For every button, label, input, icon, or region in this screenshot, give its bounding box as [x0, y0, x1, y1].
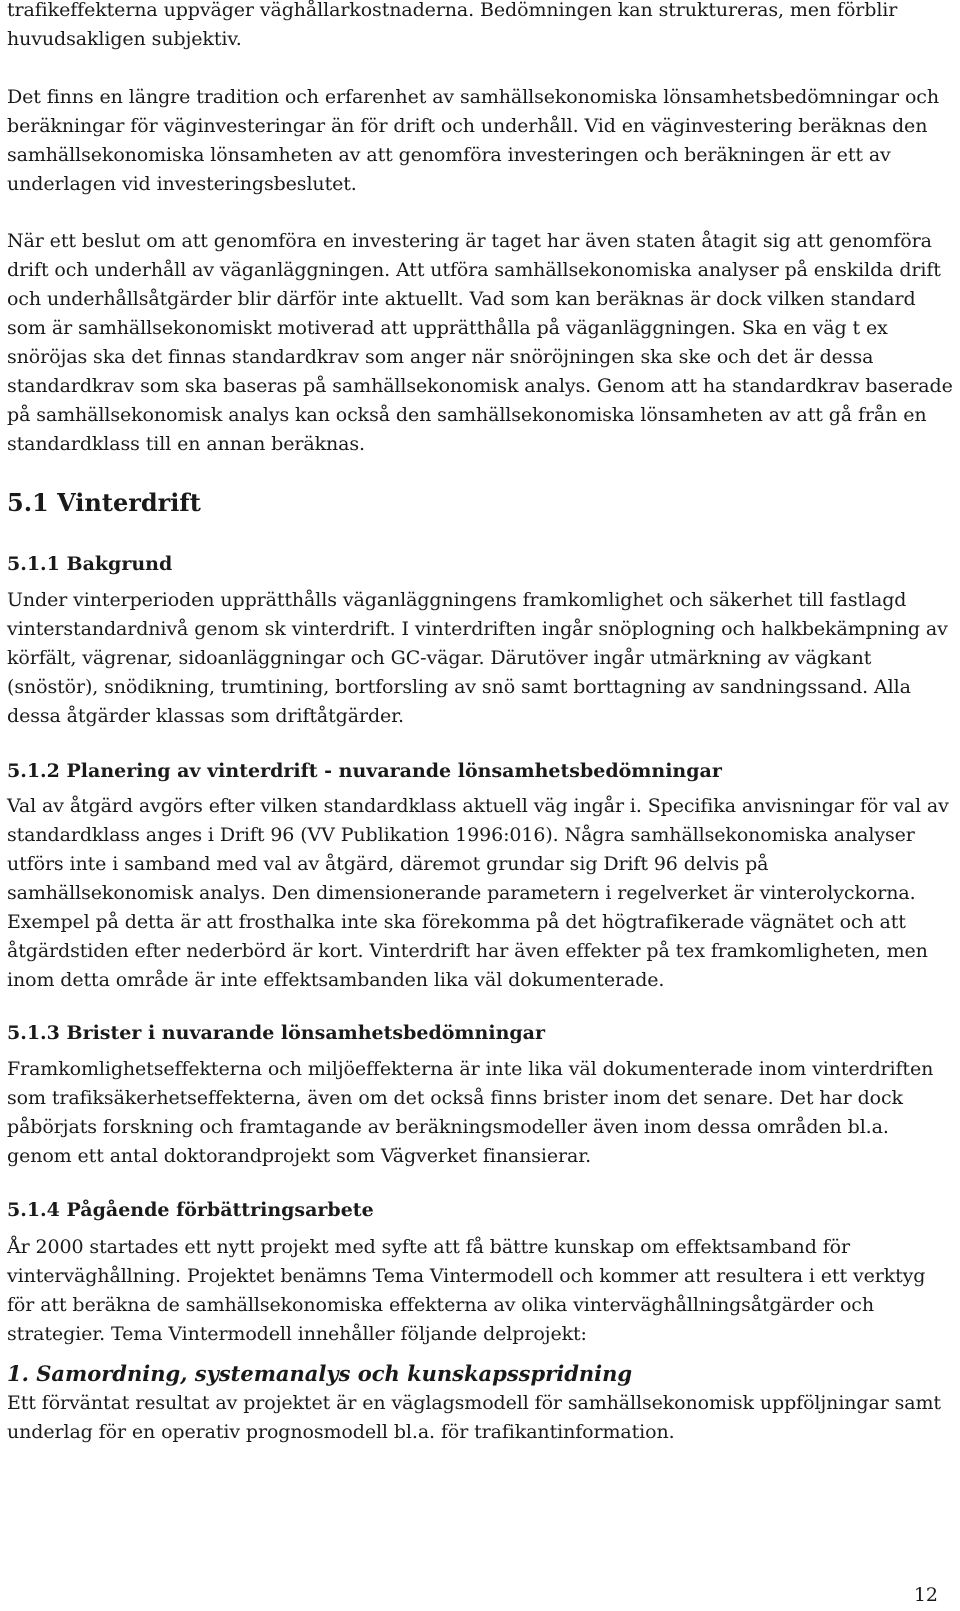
paragraph-samordning: Ett förväntat resultat av projektet är en väglagsmodell för samhällsekonomisk uppföljningar samt underlag för en operativ prognosmodell bl.a. för trafikantinformation. — [7, 1392, 941, 1443]
paragraph-bakgrund: Under vinterperioden upprätthålls väganläggningens framkomlighet och säkerhet till fastlagd vinterstandardnivå genom sk vinterdrift. I vinterdriften ingår snöplogning och halkbekämpning av körfält, vägrenar, sidoanläggningar och GC-vägar. Därutöver ingår utmärkning av vägkant (snöstör), snödikning, trumtining, bortforsling av snö samt borttagning av sandningssand. Alla dessa åtgärder klassas som driftåtgärder. — [7, 589, 948, 727]
paragraph-forbattringsarbete: År 2000 startades ett nytt projekt med syfte att få bättre kunskap om effektsamband för vinterväghållning. Projektet benämns Tema Vintermodell och kommer att resultera i ett verktyg för att beräkna de samhällsekonomiska effekterna av olika vinterväghållningsåtgärder och strategier. Tema Vintermodell innehåller följande delprojekt: — [7, 1236, 926, 1345]
paragraph-tradition: Det finns en längre tradition och erfarenhet av samhällsekonomiska lönsamhetsbedömningar och beräkningar för väginvesteringar än för drift och underhåll. Vid en väginvestering beräknas den samhällsekonomiska lönsamheten av att genomföra investeringen och beräkningen är ett av underlagen vid investeringsbeslutet. — [7, 86, 939, 195]
section-heading-vinterdrift: 5.1 Vinterdrift — [7, 488, 201, 517]
subsection-heading-brister: 5.1.3 Brister i nuvarande lönsamhetsbedömningar — [7, 1022, 545, 1044]
page-number: 12 — [913, 1584, 938, 1606]
delprojekt-heading-samordning: 1. Samordning, systemanalys och kunskapsspridning — [7, 1361, 633, 1386]
subsection-heading-planering: 5.1.2 Planering av vinterdrift - nuvarande lönsamhetsbedömningar — [7, 760, 722, 782]
paragraph-planering: Val av åtgärd avgörs efter vilken standardklass aktuell väg ingår i. Specifika anvisningar för val av standardklass anges i Drift 96 (VV Publikation 1996:016). Några samhällsekonomiska analyser utförs inte i samband med val av åtgärd, däremot grundar sig Drift 96 delvis på samhällsekonomisk analys. Den dimensionerande parametern i regelverket är vinterolyckorna. Exempel på detta är att frosthalka inte ska förekomma på det högtrafikerade vägnätet och att åtgärdstiden efter nederbörd är kort. Vinterdrift har även effekter på tex framkomligheten, men inom detta område är inte effektsambanden lika väl dokumenterade. — [7, 795, 949, 991]
paragraph-investment-decision: När ett beslut om att genomföra en investering är taget har även staten åtagit sig att genomföra drift och underhåll av väganläggningen. Att utföra samhällsekonomiska analyser på enskilda drift och underhållsåtgärder blir därför inte aktuellt. Vad som kan beräknas är dock vilken standard som är samhällsekonomiskt motiverad att upprätthålla på väganläggningen. Ska en väg t ex snöröjas ska det finnas standardkrav som anger när snöröjningen ska ske och det är dessa standardkrav som ska baseras på samhällsekonomisk analys. Genom att ha standardkrav baserade på samhällsekonomisk analys kan också den samhällsekonomiska lönsamheten av att gå från en standardklass till en annan beräknas. — [7, 230, 953, 455]
subsection-heading-bakgrund: 5.1.1 Bakgrund — [7, 553, 173, 575]
subsection-heading-forbattringsarbete: 5.1.4 Pågående förbättringsarbete — [7, 1199, 374, 1221]
paragraph-intro-continued: trafikeffekterna uppväger väghållarkostnaderna. Bedömningen kan struktureras, men förblir huvudsakligen subjektiv. — [7, 0, 898, 50]
paragraph-brister: Framkomlighetseffekterna och miljöeffekterna är inte lika väl dokumenterade inom vinterdriften som trafiksäkerhetseffekterna, även om det också finns brister inom det senare. Det har dock påbörjats forskning och framtagande av beräkningsmodeller även inom dessa områden bl.a. genom ett antal doktorandprojekt som Vägverket finansierar. — [7, 1058, 934, 1167]
